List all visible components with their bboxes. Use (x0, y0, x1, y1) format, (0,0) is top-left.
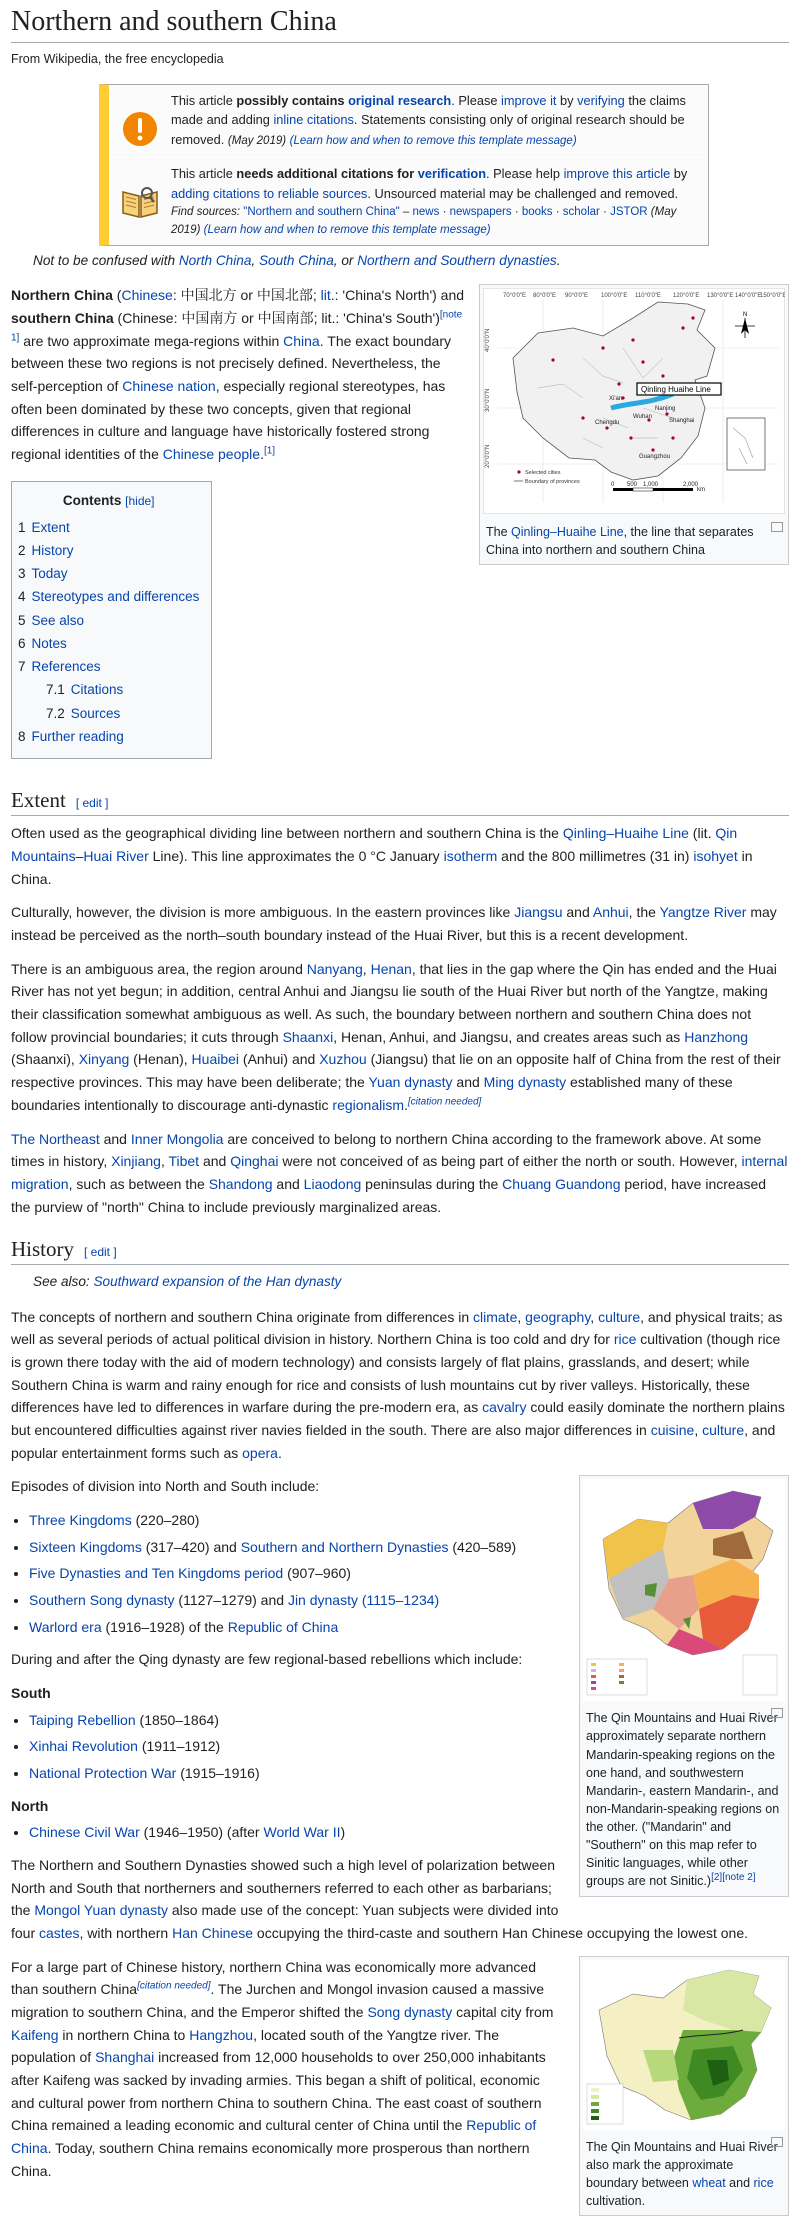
link-three-kingdoms[interactable]: Three Kingdoms (29, 1511, 132, 1528)
lon-label: 150°0'0"E (760, 293, 785, 300)
enlarge-icon[interactable] (771, 1708, 783, 1718)
extent-paragraph-4: The Northeast and Inner Mongolia are conceived to belong to northern China according to the framework above. At some times in history, Xinjiang, Tibet and Qinghai were not conceived of as being part of either the north or south. However, internal migration, such as between the Shandong and Liaodong peninsulas during the Chuang Guandong period, have increased the purview of "north" China to include previously marginalized areas. (11, 1130, 788, 1215)
link-jstor[interactable]: JSTOR (610, 205, 648, 218)
link-liaodong[interactable]: Liaodong (303, 1175, 362, 1192)
link-yangtze-river[interactable]: Yangtze River (659, 904, 747, 921)
lon-label: 130°0'0"E (707, 293, 734, 300)
city-label: Guangzhou (639, 454, 671, 461)
link-inner-mongolia[interactable]: Inner Mongolia (130, 1130, 224, 1147)
see-also-hatnote: See also: Southward expansion of the Han dynasty (33, 1274, 342, 1290)
link-qinling-huaihe-line[interactable]: Qinling–Huaihe Line (562, 825, 689, 842)
link-newspapers[interactable]: newspapers (449, 205, 512, 218)
link-mongol-yuan-dynasty[interactable]: Mongol Yuan dynasty (34, 1902, 168, 1919)
list-item: • Warlord era (1916–1928) of the Republic of China (29, 1616, 789, 1639)
lon-label: 110°0'0"E (635, 293, 661, 300)
wheat-rice-map-figure (579, 1956, 789, 2217)
link-southern-northern-dynasties[interactable]: Southern and Northern Dynasties (240, 1538, 449, 1555)
link-hangzhou[interactable]: Hangzhou (189, 2026, 254, 2043)
list-item: • Taiping Rebellion (1850–1864) (29, 1709, 789, 1732)
link-learn-remove-template[interactable]: (Learn how and when to remove this template message) (289, 135, 577, 148)
link-anhui[interactable]: Anhui (592, 904, 629, 921)
svg-text:0: 0 (611, 482, 615, 489)
list-item: • Southern Song dynasty (1127–1279) and Jin dynasty (1115–1234) (29, 1589, 789, 1612)
link-song-dynasty[interactable]: Song dynasty (367, 2003, 453, 2020)
link-opera[interactable]: opera (242, 1444, 278, 1461)
link-southward-expansion[interactable]: Southward expansion of the Han dynasty (93, 1274, 342, 1290)
book-icon (115, 164, 165, 239)
original-research-notice (109, 85, 708, 157)
toc-item-references[interactable]: 7 References (18, 659, 101, 675)
legend-boundary: Boundary of provinces (525, 479, 580, 486)
link-han-chinese[interactable]: Han Chinese (172, 1924, 254, 1941)
link-kaifeng[interactable]: Kaifeng (11, 2026, 59, 2043)
lon-label: 120°0'0"E (673, 293, 700, 300)
toc-item-history[interactable]: 2 History (18, 542, 74, 558)
link-five-dynasties[interactable]: Five Dynasties and Ten Kingdoms period (29, 1565, 284, 1582)
list-item: • Three Kingdoms (220–280) (29, 1509, 789, 1532)
section-heading-history: History [ edit ] (11, 1236, 789, 1265)
link-xinyang[interactable]: Xinyang (78, 1051, 130, 1068)
section-heading-extent: Extent [ edit ] (11, 787, 789, 816)
svg-text:km: km (697, 487, 705, 494)
link-chinese[interactable]: Chinese (121, 287, 173, 304)
link-henan[interactable]: Henan (370, 960, 412, 977)
link-learn-remove-template-2[interactable]: (Learn how and when to remove this template message) (203, 223, 491, 236)
link-regionalism[interactable]: regionalism (332, 1096, 405, 1113)
toc-item-stereotypes[interactable]: 4 Stereotypes and differences (18, 589, 200, 605)
intro-paragraph: Northern China (Chinese: 中国北方 or 中国北部; lit.: 'China's North') and southern China (Chinese: 中国南方 or 中国南部; lit.: 'China's South')[note 1] are two approximate mega-regions within China. The exact boundary between these two regions is not precisely defined. Nevertheless, the self-perception of Chinese nation, especially regional stereotypes, has often been dominated by these two concepts, given that regional differences in culture and language have historically fostered strong regional identities of the Chinese people.[1] (11, 287, 465, 463)
link-north-china[interactable]: North China (178, 253, 252, 269)
link-culture[interactable]: culture (598, 1308, 641, 1325)
lat-label: 20°0'0"N (485, 445, 491, 469)
link-isohyet[interactable]: isohyet (693, 848, 738, 865)
rebellions-intro: During and after the Qing dynasty are few regional-based rebellions which include: (11, 1651, 523, 1668)
link-hanzhong[interactable]: Hanzhong (684, 1028, 749, 1045)
link-inline-citations[interactable]: inline citations (273, 112, 354, 128)
link-climate[interactable]: climate (473, 1308, 518, 1325)
lon-label: 100°0'0"E (601, 293, 628, 300)
link-original-research[interactable]: original research (348, 92, 452, 108)
inset-map (743, 1655, 777, 1695)
link-chinese-civil-war[interactable]: Chinese Civil War (29, 1824, 140, 1841)
link-northern-southern-dynasties[interactable]: Northern and Southern dynasties (357, 253, 557, 269)
south-label: South (11, 1684, 51, 1701)
episodes-intro: Episodes of division into North and South include: (11, 1478, 320, 1495)
page-title: Northern and southern China (11, 4, 789, 43)
list-item: • Five Dynasties and Ten Kingdoms period (907–960) (29, 1562, 789, 1585)
svg-text:N: N (743, 312, 748, 319)
map-qinling-huaihe-image[interactable] (483, 288, 785, 514)
language-legend (587, 1659, 647, 1695)
link-nanyang[interactable]: Nanyang (306, 960, 363, 977)
link-xinjiang[interactable]: Xinjiang (111, 1153, 161, 1170)
link-yuan-dynasty[interactable]: Yuan dynasty (368, 1074, 453, 1091)
language-map-figure (579, 1475, 789, 1896)
toc-item-extent[interactable]: 1 Extent (18, 519, 70, 535)
toc-item-citations[interactable]: 7.1 Citations (46, 682, 124, 698)
link-xuzhou[interactable]: Xuzhou (319, 1051, 367, 1068)
toc-hide-toggle[interactable]: [hide] (125, 493, 155, 508)
line-label: Qinling Huaihe Line (641, 385, 711, 395)
extent-paragraph-1: Often used as the geographical dividing line between northern and southern China is the Qinling–Huaihe Line (lit. Qin Mountains–Huai River Line). This line approximates the 0 °C January isotherm and the 800 millimetres (31 in) isohyet in China. (11, 825, 753, 887)
enlarge-icon[interactable] (771, 522, 783, 532)
hatnote: Not to be confused with North China, South China, or Northern and Southern dynasties. (33, 253, 561, 269)
link-sixteen-kingdoms[interactable]: Sixteen Kingdoms (29, 1538, 142, 1555)
link-shandong[interactable]: Shandong (208, 1175, 273, 1192)
list-item: • National Protection War (1915–1916) (29, 1762, 789, 1785)
toc-item-notes[interactable]: 6 Notes (18, 635, 67, 651)
lat-label: 30°0'0"N (485, 389, 491, 413)
link-chinese-people[interactable]: Chinese people (162, 446, 261, 463)
link-castes[interactable]: castes (39, 1924, 80, 1941)
lat-label: 40°0'0"N (485, 329, 491, 353)
city-label: Shanghai (669, 418, 695, 425)
link-qinling-huaihe-line-caption[interactable]: Qinling–Huaihe Line (511, 524, 624, 539)
link-geography[interactable]: geography (525, 1308, 591, 1325)
link-adding-citations[interactable]: adding citations to reliable sources (171, 185, 368, 201)
citation-needed-2[interactable]: [citation needed] (137, 1980, 211, 1992)
ref-2[interactable]: [2] (711, 1872, 723, 1884)
link-books[interactable]: books (521, 205, 553, 218)
note-1[interactable]: [note 1] (11, 309, 463, 344)
history-paragraph-3: For a large part of Chinese history, northern China was economically more advanced than southern China[citation needed]. The Jurchen and Mongol invasion caused a massive migration to southern China, and the Emperor shifted the Song dynasty capital city from Kaifeng in northern China to Hangzhou, located south of the Yangtze river. The population of Shanghai increased from 12,000 households to over 250,000 inhabitants after Kaifeng was sacked by invading armies. This began a shift of political, economic and cultural power from northern China to southern China. The east coast of southern China remained a leading economic and cultural center of China until the Republic of China. Today, southern China remains economically more prosperous than northern China. (11, 1958, 554, 2179)
list-item: • Sixteen Kingdoms (317–420) and Southern and Northern Dynasties (420–589) (29, 1536, 789, 1559)
link-chinese-nation[interactable]: Chinese nation (122, 378, 216, 395)
link-jiangsu[interactable]: Jiangsu (514, 904, 563, 921)
link-republic-of-china-2[interactable]: Republic of China (11, 2117, 537, 2156)
city-label: Nanjing (655, 406, 676, 413)
link-verifying[interactable]: verifying (577, 92, 625, 108)
list-item: • Chinese Civil War (1946–1950) (after World War II) (29, 1821, 789, 1844)
link-huaibei[interactable]: Huaibei (191, 1051, 240, 1068)
citation-needed[interactable]: [citation needed] (407, 1096, 482, 1108)
link-ming-dynasty[interactable]: Ming dynasty (483, 1074, 567, 1091)
ref-1[interactable]: [1] (263, 445, 276, 457)
lon-label: 90°0'0"E (565, 293, 589, 300)
history-paragraph-2: The Northern and Southern Dynasties showed such a high level of polarization between North and South that northerners and southerners referred to each other as barbarians; the Mongol Yuan dynasty also made use of the concept: Yuan subjects were divided into four castes, with northern Han Chinese occupying the third-caste and southern Han Chinese occupying the lowest one. (11, 1856, 749, 1941)
toc-title: Contents [hide] (62, 492, 155, 508)
edit-history-link[interactable]: [ edit ] (84, 1245, 117, 1260)
lon-label: 140°0'0"E (735, 293, 762, 300)
ambox1-text: This article possibly contains original research. Please improve it by verifying the claims made and adding inline citations. Statements consisting only of original research should be removed. (May 2019) (Learn how and when to remove this template message) (171, 92, 686, 148)
link-cavalry[interactable]: cavalry (482, 1399, 527, 1416)
toc-item-see-also[interactable]: 5 See also (18, 612, 85, 628)
list-item: • Xinhai Revolution (1911–1912) (29, 1735, 789, 1758)
note-2[interactable]: [note 2] (722, 1872, 756, 1884)
link-improve-this-article[interactable]: improve this article (563, 166, 671, 182)
link-southern-song[interactable]: Southern Song dynasty (29, 1591, 175, 1608)
link-lit[interactable]: lit. (320, 287, 335, 304)
edit-extent-link[interactable]: [ edit ] (75, 796, 109, 811)
lon-label: 70°0'0"E (503, 293, 527, 300)
toc-item-further-reading[interactable]: 8 Further reading (18, 728, 124, 744)
link-culture-2[interactable]: culture (702, 1421, 745, 1438)
find-sources: Find sources: "Northern and southern China" – news · newspapers · books · scholar · JSTOR (May 2019) (Learn how and when to remove this template message) (171, 205, 677, 236)
link-scholar[interactable]: scholar (562, 205, 600, 218)
maintenance-notices (99, 84, 709, 247)
toc-item-sources[interactable]: 7.2 Sources (46, 705, 121, 721)
citations-needed-notice (109, 157, 708, 245)
extent-paragraph-3: There is an ambiguous area, the region around Nanyang, Henan, that lies in the gap where the Qin has ended and the Huai River has not yet begun; in addition, central Anhui and Jiangsu lie south of the Huai River but north of the Yangtze, making their classification somewhat ambiguous as well. As such, the boundary between northern and southern China does not follow provincial boundaries; it cuts through Shaanxi, Henan, Anhui, and Jiangsu, and creates areas such as Hanzhong (Shaanxi), Xinyang (Henan), Huaibei (Anhui) and Xuzhou (Jiangsu) that lie on an opposite half of China from the rest of their respective provinces. This may have been deliberate; the Yuan dynasty and Ming dynasty established many of these boundaries intentionally to discourage anti-dynastic regionalism.[citation needed] (11, 960, 781, 1113)
tagline: From Wikipedia, the free encyclopedia (11, 52, 224, 67)
city-label: Wuhan (633, 414, 652, 421)
svg-text:500: 500 (627, 482, 638, 489)
lon-label: 80°0'0"E (533, 293, 557, 300)
link-jin-dynasty[interactable]: Jin dynasty (287, 1591, 358, 1608)
enlarge-icon[interactable] (771, 2137, 783, 2147)
link-rice[interactable]: rice (613, 1331, 637, 1348)
map1-caption: The Qinling–Huaihe Line, the line that separates China into northern and southern China (483, 520, 785, 561)
link-republic-of-china[interactable]: Republic of China (227, 1618, 339, 1635)
link-verification[interactable]: verification (417, 166, 487, 182)
link-internal-migration[interactable]: internal migration (11, 1153, 788, 1192)
wheat-rice-map-image[interactable] (583, 1960, 785, 2130)
link-warlord-era[interactable]: Warlord era (29, 1618, 102, 1635)
warning-icon (115, 91, 165, 151)
link-shanghai[interactable]: Shanghai (95, 2049, 155, 2066)
link-news[interactable]: news (412, 205, 440, 218)
link-south-china[interactable]: South China (258, 253, 334, 269)
link-improve-it[interactable]: improve it (501, 92, 557, 108)
link-chuang-guandong[interactable]: Chuang Guandong (502, 1175, 621, 1192)
map3-caption: The Qin Mountains and Huai River also mark the approximate boundary between wheat and rice cultivation. (583, 2135, 785, 2213)
city-label: Chengdu (595, 420, 620, 427)
link-qinghai[interactable]: Qinghai (230, 1153, 279, 1170)
link-china[interactable]: China (283, 332, 320, 349)
link-national-protection-war[interactable]: National Protection War (29, 1764, 177, 1781)
city-label: Xi'an (609, 396, 623, 403)
link-wheat[interactable]: wheat (692, 2176, 726, 2190)
history-paragraph-1: The concepts of northern and southern China originate from differences in climate, geography, culture, and physical traits; as well as several periods of actual political division in history. Northern China is too cold and dry for rice cultivation (though rice is grown there today with the aid of modern technology) and consists largely of flat plains, grasslands, and desert; while Southern China is warm and rainy enough for rice and consists of lush mountains cut by river valleys. Historically, these differences have led to differences in warfare during the pre-modern era, as cavalry could easily dominate the northern plains but encountered difficulties against river navies fielded in the south. There are also major differences in cuisine, culture, and popular entertainment forms such as opera. (11, 1308, 785, 1461)
link-cuisine[interactable]: cuisine (650, 1421, 695, 1438)
svg-text:1,000: 1,000 (643, 482, 659, 489)
link-rice-caption[interactable]: rice (753, 2176, 774, 2190)
link-jin-dynasty-years[interactable]: (1115–1234) (361, 1591, 440, 1608)
extent-paragraph-2: Culturally, however, the division is more ambiguous. In the eastern provinces like Jiangsu and Anhui, the Yangtze River may instead be perceived as the north–south boundary instead of the Huai River, but this is a recent development. (11, 904, 777, 944)
link-world-war-ii[interactable]: World War II (263, 1824, 341, 1841)
ambox2-text: This article needs additional citations for verification. Please help improve this article by adding citations to reliable sources. Unsourced material may be challenged and removed. Find sources: "Northern and southern China" – news · newspapers · books · scholar · JSTOR (May 2019) (Learn how and when to remove this template message) (165, 164, 700, 239)
north-label: North (11, 1797, 49, 1814)
article (0, 4, 799, 2209)
map2-caption: The Qin Mountains and Huai River approximately separate northern Mandarin-speaking regions on the one hand, and southwestern Mandarin-, eastern Mandarin-, and non-Mandarin-speaking regions on the other. ("Mandarin" and "Southern" on this map refer to Sinitic languages, while other groups are not Sinitic.)[2][note 2] (583, 1706, 785, 1892)
table-of-contents (11, 481, 212, 759)
link-shaanxi[interactable]: Shaanxi (282, 1028, 334, 1045)
language-map-image[interactable] (583, 1479, 785, 1701)
toc-item-today[interactable]: 3 Today (18, 566, 68, 582)
link-tibet[interactable]: Tibet (168, 1153, 200, 1170)
legend-selected-cities: Selected cities (525, 470, 561, 477)
svg-text:2,000: 2,000 (683, 482, 699, 489)
link-huai-river[interactable]: Huai River (83, 848, 149, 865)
link-qin-mountains[interactable]: Qin Mountains (11, 825, 738, 865)
link-taiping-rebellion[interactable]: Taiping Rebellion (29, 1711, 136, 1728)
link-xinhai-revolution[interactable]: Xinhai Revolution (29, 1738, 138, 1755)
link-find-query[interactable]: "Northern and southern China" (243, 205, 400, 218)
link-the-northeast[interactable]: The Northeast (11, 1130, 100, 1147)
link-isotherm[interactable]: isotherm (443, 848, 498, 865)
map-qinling-huaihe-figure (479, 284, 789, 564)
